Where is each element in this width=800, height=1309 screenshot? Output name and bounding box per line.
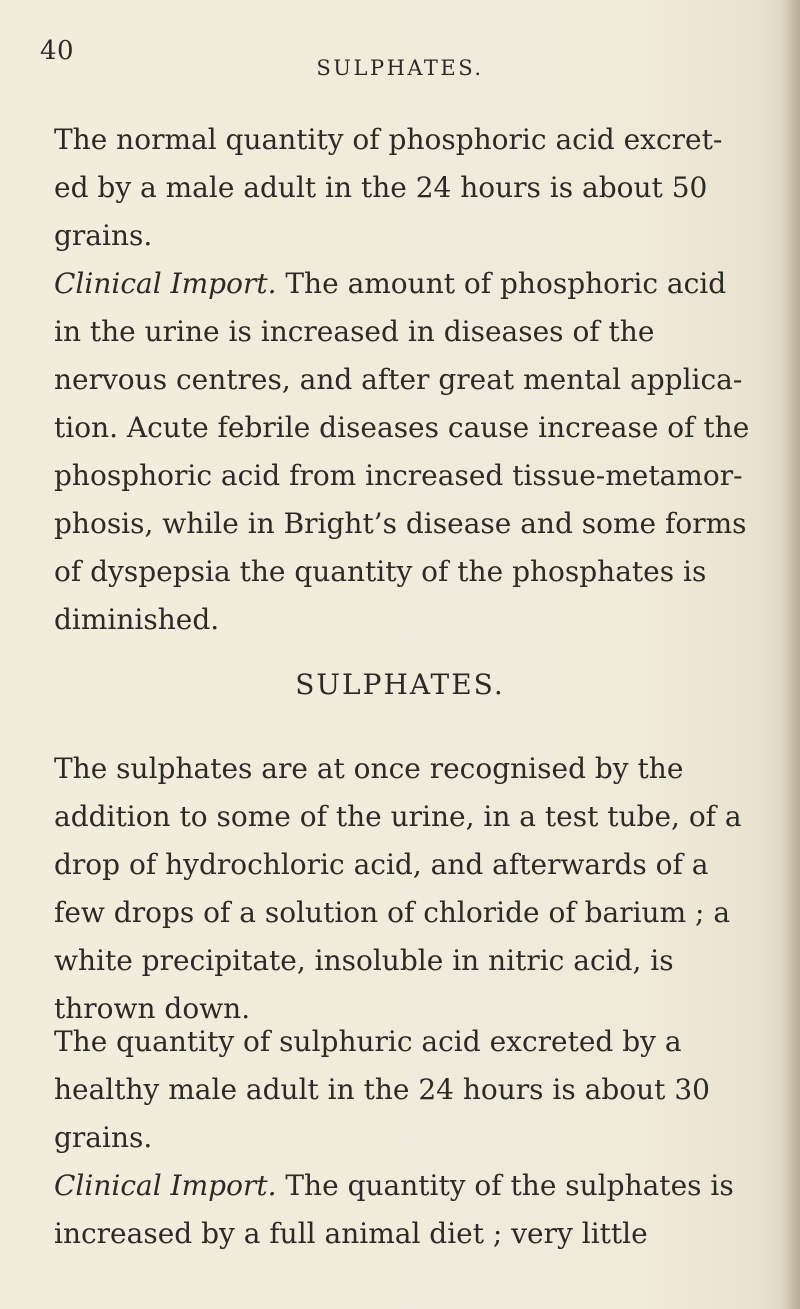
page-number: 40 — [40, 36, 75, 66]
paragraph-sulphates-clinical-import — [54, 1162, 754, 1258]
running-head: SULPHATES. — [316, 56, 484, 80]
clinical-import-text: The amount of phosphoric acid in the urine is increased in diseases of the nervous centres, and after great mental applica-tion. Acute febrile diseases cause increase of the phosphoric acid from increased tissue-metamor-phosis, while in Bright’s disease and some forms of dyspepsia the quantity of the phosphates is diminished. — [54, 267, 750, 636]
paragraph-phosphoric-clinical-import — [54, 260, 754, 644]
section-heading: SULPHATES. — [295, 668, 505, 701]
clinical-import-label: Clinical Import. — [54, 1169, 277, 1202]
paragraph-phosphoric-quantity: The normal quantity of phosphoric acid excret-ed by a male adult in the 24 hours is about 50 grains. — [54, 123, 723, 252]
clinical-import-label: Clinical Import. — [54, 267, 277, 300]
paragraph-sulphuric-quantity: The quantity of sulphuric acid excreted by a healthy male adult in the 24 hours is about 30 grains. — [54, 1025, 710, 1154]
page-edge-shadow — [782, 0, 800, 1309]
paragraph-sulphates-test: The sulphates are at once recognised by the addition to some of the urine, in a test tube, of a drop of hydrochloric acid, and afterwards of a few drops of a solution of chloride of barium ; a white precipitate, insoluble in nitric acid, is thrown down. — [54, 752, 742, 1025]
clinical-import-text: The quantity of the sulphates is increased by a full animal diet ; very little — [54, 1169, 734, 1250]
